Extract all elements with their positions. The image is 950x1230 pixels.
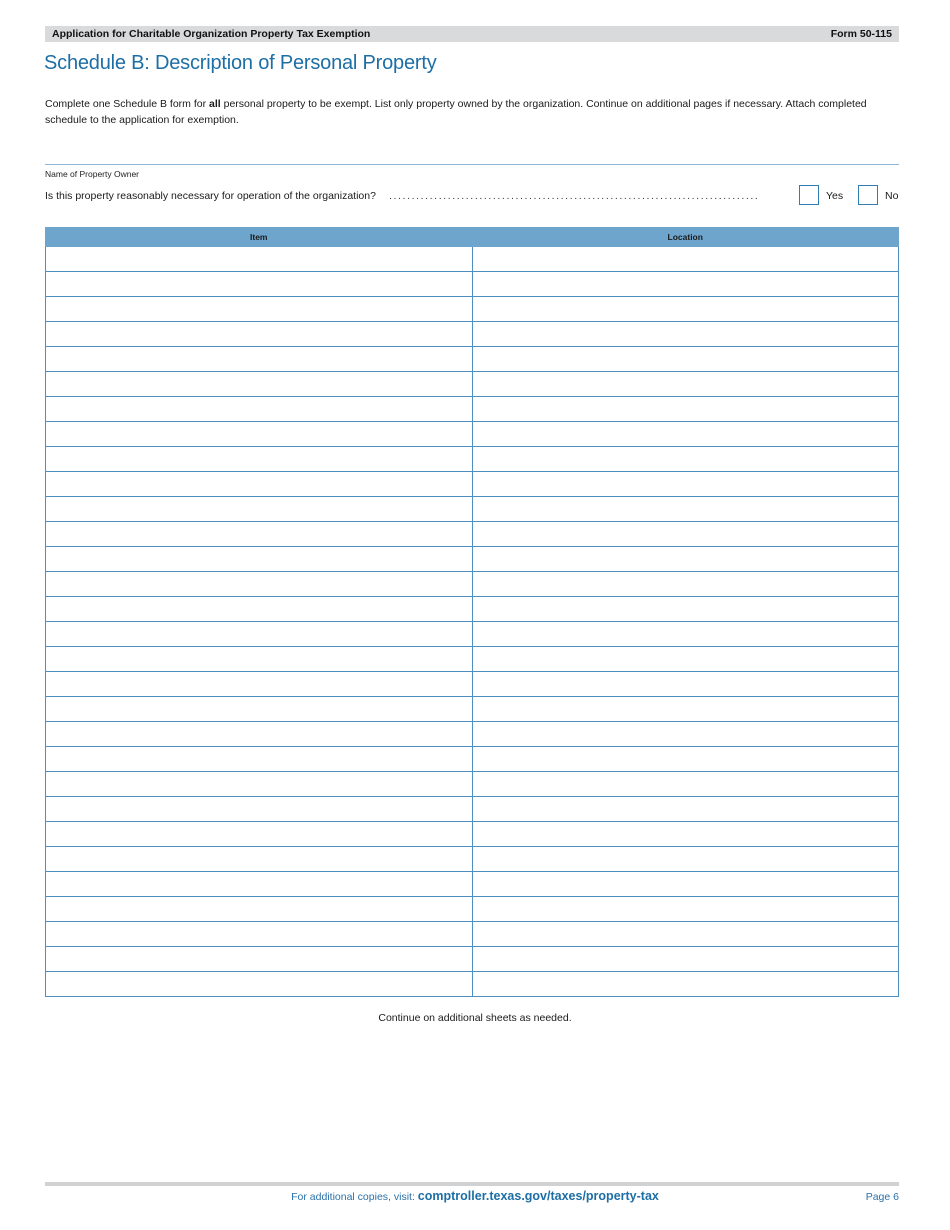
table-row [46,372,899,397]
location-cell[interactable] [472,472,899,497]
location-cell[interactable] [472,522,899,547]
item-cell[interactable] [46,597,473,622]
item-cell[interactable] [46,897,473,922]
table-row [46,672,899,697]
location-cell[interactable] [472,397,899,422]
item-cell[interactable] [46,947,473,972]
table-body [46,247,899,997]
footer-url-link[interactable]: comptroller.texas.gov/taxes/property-tax [417,1189,659,1203]
item-cell[interactable] [46,672,473,697]
table-row [46,947,899,972]
instructions-after: personal property to be exempt. List only property owned by the organization. Continue on additional pages if necessary. Attach completed schedule to the application for exemption. [45,98,867,126]
table-row [46,522,899,547]
location-cell[interactable] [472,497,899,522]
footer-divider [45,1182,899,1186]
item-cell[interactable] [46,322,473,347]
table-row [46,497,899,522]
table-row [46,747,899,772]
location-cell[interactable] [472,322,899,347]
location-cell[interactable] [472,822,899,847]
table-row [46,772,899,797]
property-owner-label: Name of Property Owner [45,169,140,179]
table-row [46,872,899,897]
table-row [46,422,899,447]
necessity-question-row [45,184,899,208]
column-header-item: Item [46,228,473,247]
location-cell[interactable] [472,372,899,397]
item-cell[interactable] [46,497,473,522]
item-cell[interactable] [46,347,473,372]
necessity-question: Is this property reasonably necessary for operation of the organization? [45,190,376,202]
no-label: No [885,190,899,202]
location-cell[interactable] [472,347,899,372]
item-cell[interactable] [46,822,473,847]
table-row [46,272,899,297]
table-row [46,247,899,272]
location-cell[interactable] [472,622,899,647]
instructions [45,97,901,128]
yes-label: Yes [826,190,844,202]
item-cell[interactable] [46,572,473,597]
location-cell[interactable] [472,922,899,947]
location-cell[interactable] [472,672,899,697]
table-row [46,847,899,872]
table-row [46,797,899,822]
item-cell[interactable] [46,797,473,822]
location-cell[interactable] [472,747,899,772]
location-cell[interactable] [472,422,899,447]
item-cell[interactable] [46,772,473,797]
item-cell[interactable] [46,397,473,422]
table-row [46,397,899,422]
instructions-before: Complete one Schedule B form for [45,98,210,110]
location-cell[interactable] [472,897,899,922]
dot-leader: .................................................................................. [389,190,760,202]
location-cell[interactable] [472,847,899,872]
location-cell[interactable] [472,297,899,322]
footer-copies-prefix: For additional copies, visit: [291,1191,418,1203]
table-row [46,447,899,472]
form-header-bar [45,26,899,42]
table-row [46,897,899,922]
item-cell[interactable] [46,522,473,547]
location-cell[interactable] [472,797,899,822]
location-cell[interactable] [472,247,899,272]
property-table [45,227,899,997]
table-row [46,547,899,572]
form-number: Form 50-115 [830,28,892,40]
item-cell[interactable] [46,647,473,672]
table-row [46,622,899,647]
yes-checkbox[interactable] [799,185,819,205]
page-number: Page 6 [865,1191,899,1203]
table-row [46,347,899,372]
location-cell[interactable] [472,547,899,572]
no-checkbox[interactable] [858,185,878,205]
table-row [46,972,899,997]
table-row [46,472,899,497]
location-cell[interactable] [472,697,899,722]
table-row [46,297,899,322]
table-row [46,922,899,947]
location-cell[interactable] [472,572,899,597]
item-cell[interactable] [46,372,473,397]
item-cell[interactable] [46,622,473,647]
instructions-emphasis: all [209,98,221,110]
location-cell[interactable] [472,597,899,622]
footer-copies [0,1189,950,1203]
table-row [46,572,899,597]
column-header-location: Location [472,228,899,247]
item-cell[interactable] [46,922,473,947]
item-cell[interactable] [46,547,473,572]
location-cell[interactable] [472,772,899,797]
item-cell[interactable] [46,297,473,322]
item-cell[interactable] [46,847,473,872]
table-row [46,647,899,672]
item-cell[interactable] [46,972,473,997]
continue-note: Continue on additional sheets as needed. [378,1012,572,1024]
item-cell[interactable] [46,422,473,447]
table-header-row [46,228,899,247]
item-cell[interactable] [46,472,473,497]
table-row [46,722,899,747]
location-cell[interactable] [472,272,899,297]
item-cell[interactable] [46,272,473,297]
item-cell[interactable] [46,447,473,472]
location-cell[interactable] [472,722,899,747]
table-row [46,322,899,347]
item-cell[interactable] [46,722,473,747]
form-title: Application for Charitable Organization Property Tax Exemption [52,28,371,40]
location-cell[interactable] [472,872,899,897]
table-row [46,697,899,722]
item-cell[interactable] [46,697,473,722]
table-row [46,597,899,622]
location-cell[interactable] [472,947,899,972]
item-cell[interactable] [46,747,473,772]
schedule-title: Schedule B: Description of Personal Property [44,52,437,74]
location-cell[interactable] [472,647,899,672]
item-cell[interactable] [46,872,473,897]
table-row [46,822,899,847]
location-cell[interactable] [472,447,899,472]
property-owner-field[interactable] [45,164,899,182]
item-cell[interactable] [46,247,473,272]
location-cell[interactable] [472,972,899,997]
